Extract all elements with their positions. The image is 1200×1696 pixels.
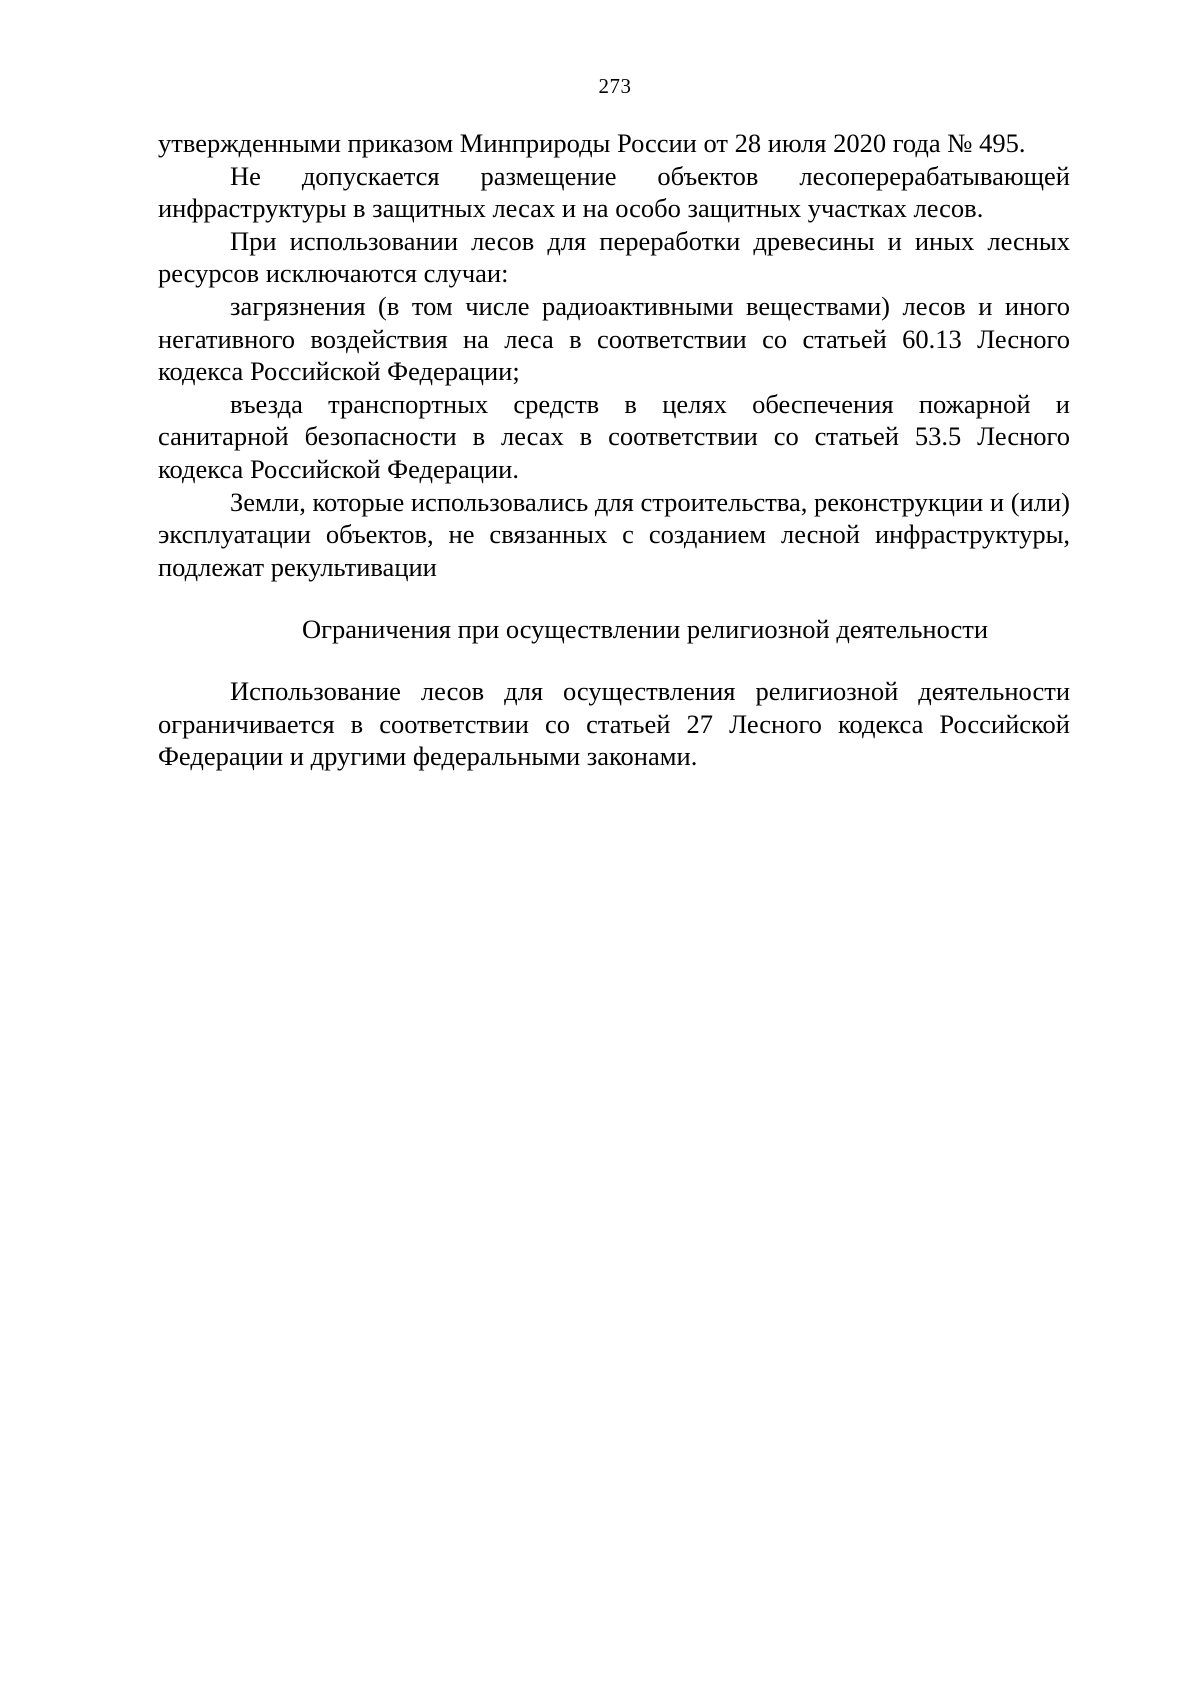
list-item-pollution: загрязнения (в том числе радиоактивными веществами) лесов и иного негативного воздействия на леса в соответствии со статьей 60.13 Лесного кодекса Российской Федерации;	[158, 290, 1070, 387]
section-heading: Ограничения при осуществлении религиозной деятельности	[301, 614, 989, 645]
paragraph-continuation: утвержденными приказом Минприроды России от 28 июля 2020 года № 495.	[158, 128, 1026, 158]
paragraph-religious-use: Использование лесов для осуществления религиозной деятельности ограничивается в соответствии со статьей 27 Лесного кодекса Российской Федерации и другими федеральными законами.	[158, 675, 1070, 772]
paragraph-excluded-cases-intro: При использовании лесов для переработки древесины и иных лесных ресурсов исключаются случаи:	[158, 225, 1070, 289]
paragraph-placement-prohibition: Не допускается размещение объектов лесоперерабатывающей инфраструктуры в защитных лесах и на особо защитных участках лесов.	[158, 160, 1070, 224]
page-content	[158, 127, 1070, 773]
list-item-vehicle-entry: въезда транспортных средств в целях обеспечения пожарной и санитарной безопасности в лесах в соответствии со статьей 53.5 Лесного кодекса Российской Федерации.	[158, 388, 1070, 484]
paragraph-land-reclamation: Земли, которые использовались для строительства, реконструкции и (или) эксплуатации объектов, не связанных с созданием лесной инфраструктуры, подлежат рекультивации	[158, 486, 1070, 582]
page-number: 273	[598, 74, 632, 98]
